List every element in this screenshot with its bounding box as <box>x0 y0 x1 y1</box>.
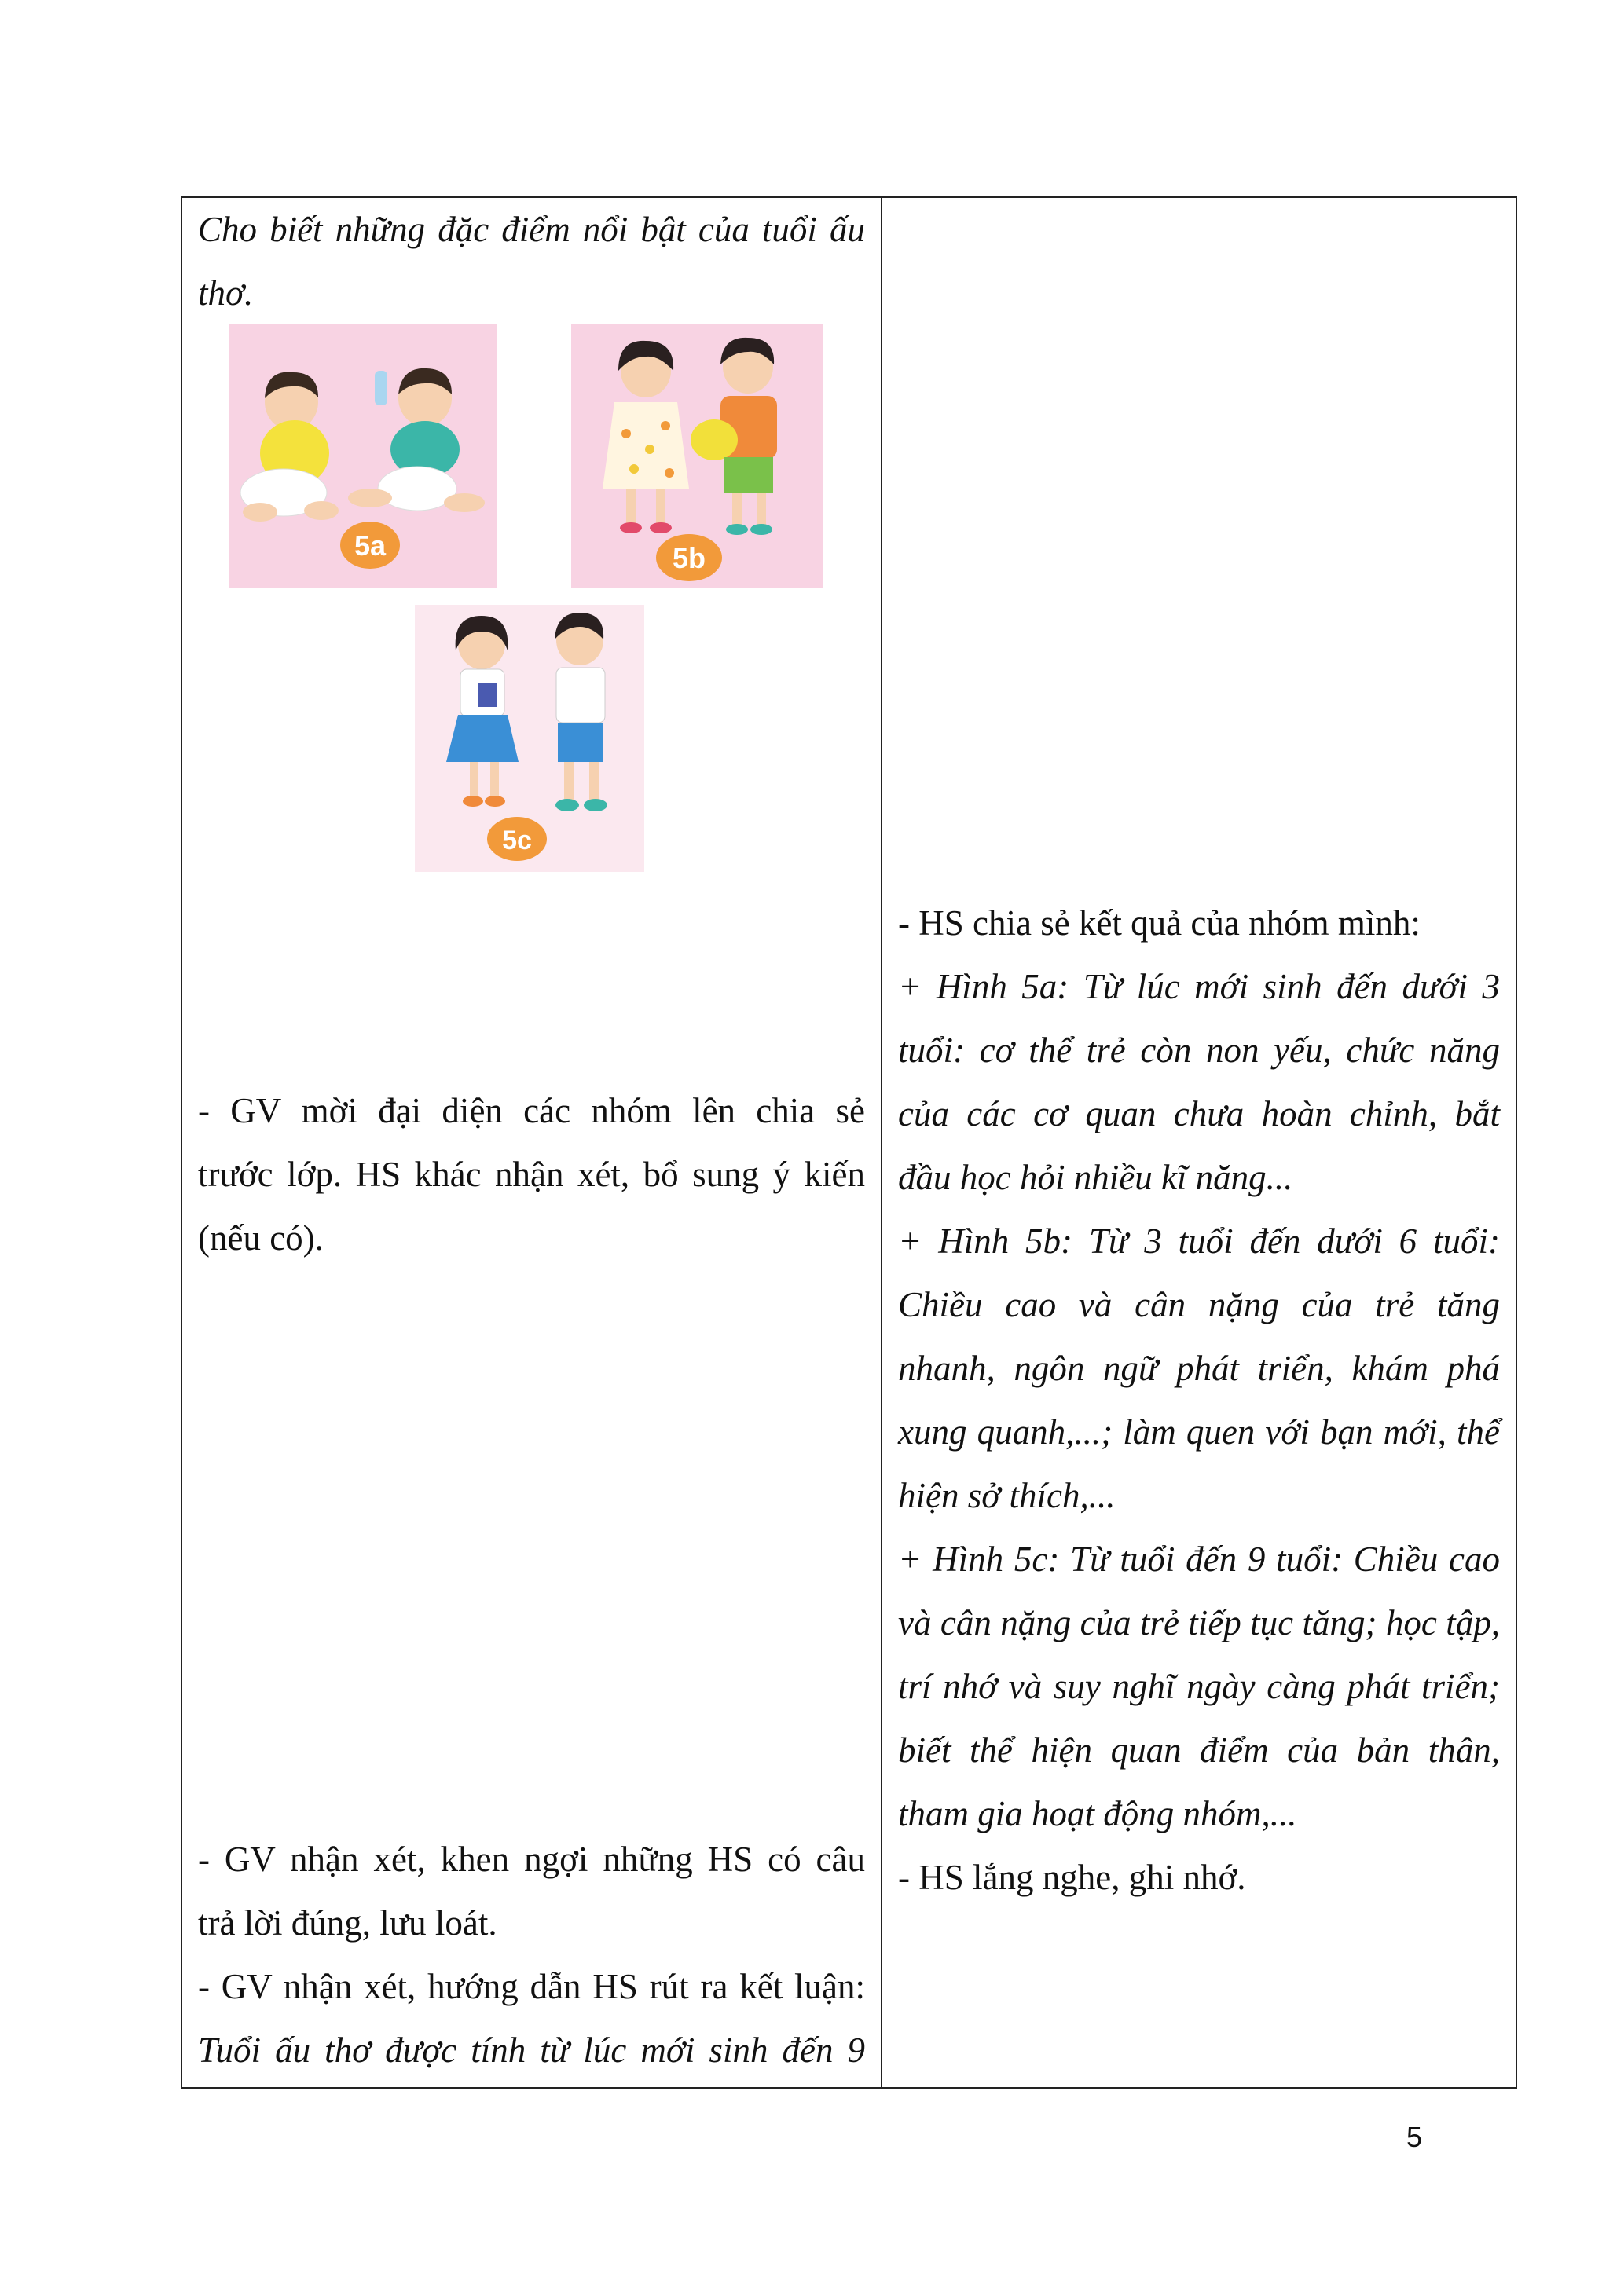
figure-5b-answer: + Hình 5b: Từ 3 tuổi đến dưới 6 tuổi: Chiều cao và cân nặng của trẻ tăng nhanh, ngôn ngữ phát triển, khám phá xung quanh,...; làm quen với bạn mới, thể hiện sở thích,... <box>898 1221 1500 1515</box>
figure-5a-answer: + Hình 5a: Từ lúc mới sinh đến dưới 3 tuổi: cơ thể trẻ còn non yếu, chức năng của các cơ quan chưa hoàn chỉnh, bắt đầu học hỏi nhiều kĩ năng... <box>898 967 1500 1197</box>
praise-line-2: trả lời đúng, lưu loát. <box>198 1903 497 1943</box>
conclude-italic-line: Tuổi ấu thơ được tính từ lúc mới sinh đến 9 <box>198 2031 865 2070</box>
illustration-5a <box>229 324 497 588</box>
gv-invite-line-2: trước lớp. HS khác nhận xét, bổ sung ý kiến <box>198 1155 865 1194</box>
intro-question: Cho biết những đặc điểm nổi bật của tuổi ấu thơ. <box>198 210 865 313</box>
illustration-5c <box>415 605 644 872</box>
gv-invite-line-3: (nếu có). <box>198 1218 324 1258</box>
student-column <box>882 198 1516 2087</box>
illustration-5b <box>571 324 823 588</box>
page-number: 5 <box>1406 2121 1423 2153</box>
gv-invite-line-1: - GV mời đại diện các nhóm lên chia sẻ <box>198 1091 865 1130</box>
label-5b: 5b <box>672 542 706 574</box>
share-result: - HS chia sẻ kết quả của nhóm mình: <box>898 903 1421 943</box>
conclude-line: - GV nhận xét, hướng dẫn HS rút ra kết luận: <box>198 1967 865 2006</box>
label-5c: 5c <box>502 826 532 855</box>
label-5a: 5a <box>354 529 387 562</box>
listen-note: - HS lắng nghe, ghi nhớ. <box>898 1858 1246 1897</box>
praise-line-1: - GV nhận xét, khen ngợi những HS có câu <box>198 1840 865 1879</box>
figure-5c-answer: + Hình 5c: Từ tuổi đến 9 tuổi: Chiều cao và cân nặng của trẻ tiếp tục tăng; học tập, trí nhớ và suy nghĩ ngày càng phát triển; biết thể hiện quan điểm của bản thân, tham gia hoạt động nhóm,... <box>898 1540 1500 1833</box>
